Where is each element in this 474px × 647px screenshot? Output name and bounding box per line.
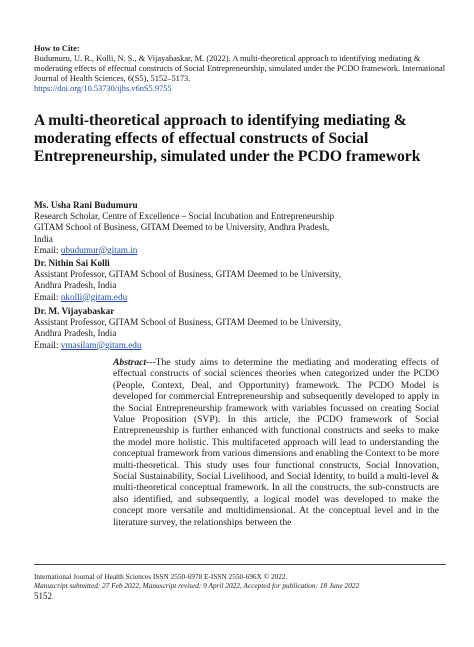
author-name: Dr. Nithin Sai Kolli <box>34 258 110 268</box>
author-email-link[interactable]: ubudumur@gitam.in <box>60 244 138 255</box>
doi-link[interactable]: https://doi.org/10.53730/ijhs.v6nS5.9755 <box>34 84 172 93</box>
email-label: Email: <box>34 244 61 255</box>
author-affiliation-line: Assistant Professor, GITAM School of Business, GITAM Deemed to be University, <box>34 269 342 280</box>
author-block-3 <box>34 306 454 351</box>
manuscript-dates-line: Manuscript submitted: 27 Feb 2022, Manuscript revised: 9 April 2022, Accepted for publication: 18 June 2022 <box>34 581 360 591</box>
author-name: Dr. M. Vijayabaskar <box>34 306 115 316</box>
author-affiliation-line: India <box>34 233 53 244</box>
author-affiliation-line: Andhra Pradesh, India <box>34 328 117 339</box>
author-affiliation-line: Research Scholar, Centre of Excellence – Social Incubation and Entrepreneurship <box>34 211 335 222</box>
abstract-heading: Abstract--- <box>113 357 156 368</box>
author-block-1 <box>34 200 454 256</box>
author-block-2 <box>34 258 454 303</box>
author-affiliation-line: GITAM School of Business, GITAM Deemed to be University, Andhra Pradesh, <box>34 222 330 233</box>
journal-issn-line: International Journal of Health Sciences ISSN 2550-6978 E-ISSN 2550-696X © 2022. <box>34 572 288 581</box>
author-affiliation-line: Assistant Professor, GITAM School of Business, GITAM Deemed to be University, <box>34 317 342 328</box>
page-number: 5152 <box>34 591 52 601</box>
author-name: Ms. Usha Rani Budumuru <box>34 200 138 210</box>
email-label: Email: <box>34 339 61 350</box>
footer-divider <box>34 564 446 565</box>
citation-label: How to Cite: <box>34 44 80 53</box>
author-affiliation-line: Andhra Pradesh, India <box>34 280 117 291</box>
author-email-row <box>34 340 454 351</box>
paper-title: A multi-theoretical approach to identifying mediating & moderating effects of effectual constructs of Social Entrepreneurship, simulated under the PCDO framework <box>34 112 421 165</box>
author-email-link[interactable]: nkolli@gitam.edu <box>60 291 128 302</box>
citation-text: Budumuru, U. R., Kolli, N. S., & Vijayabaskar, M. (2022). A multi-theoretical approach to identifying mediating & moderating effects of effectual constructs of Social Entrepreneurship, simulated under the PCDO framework. International Journal of Health Sciences, 6(S5), 5152–5173. <box>34 54 446 83</box>
author-email-row <box>34 292 454 303</box>
citation-block <box>34 44 446 94</box>
abstract-block <box>113 357 439 563</box>
author-email-link[interactable]: vmasilam@gitam.edu <box>60 339 142 350</box>
footer-block <box>34 572 454 590</box>
email-label: Email: <box>34 291 61 302</box>
abstract-body: The study aims to determine the mediating and moderating effects of effectual constructs of social sciences theories when categorized under the PCDO (People, Context, Deal, and Opportunity) framework. The PCDO Model is developed for commercial Entrepreneurship and subsequently developed to apply in the Social Entrepreneurship framework with variables focussed on creating Social Value Proposition (SVP). In this article, the PCDO framework of Social Entrepreneurship is further enhanced with functional constructs and seeks to make the model more holistic. This multifaceted approach will lead to understanding the conceptual framework from various dimensions and enabling the Context to be more multi-theoretical. This study uses four functional constructs, Social Innovation, Social Sustainability, Social Livelihood, and Social Identity, to build a multi-level & multi-theoretical conceptual framework. In all the constructs, the sub-constructs are also identified, and subsequently, a logical model was developed to make the concept more versatile and multidimensional. At the conceptual level and in the literature survey, the relationships between the <box>113 357 439 528</box>
author-email-row <box>34 245 454 256</box>
